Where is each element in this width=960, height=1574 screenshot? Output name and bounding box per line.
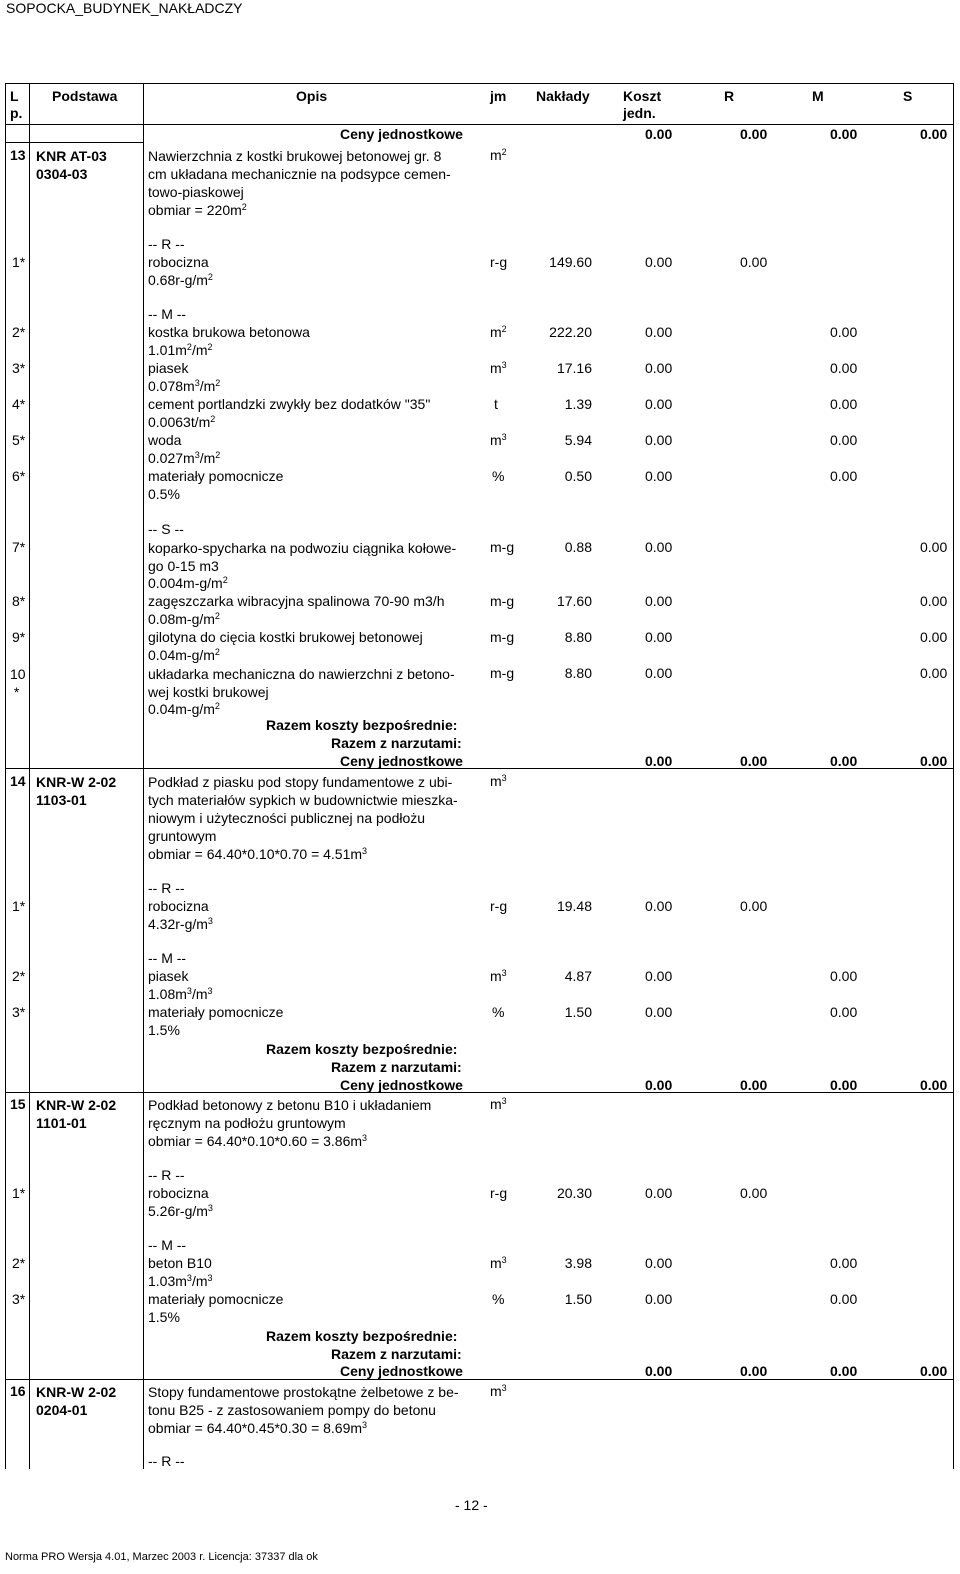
ceny-s: 0.00 bbox=[920, 1363, 948, 1379]
item-number: 2* bbox=[12, 968, 26, 984]
item-unit: r-g bbox=[490, 898, 508, 914]
item-cost: 0.00 bbox=[645, 1004, 673, 1020]
header-m: M bbox=[812, 88, 824, 104]
item-name: piasek bbox=[148, 360, 189, 376]
item-cost: 0.00 bbox=[645, 254, 673, 270]
item-m: 0.00 bbox=[830, 324, 858, 340]
item-norm: $0.08m-g/m^2$ bbox=[148, 611, 220, 627]
razem-narzuty-label: Razem z narzutami: bbox=[331, 1059, 462, 1075]
header-bottom-border bbox=[5, 124, 953, 125]
item-quantity: 1.39 bbox=[564, 396, 592, 412]
ceny-jednostkowe-label: Ceny jednostkowe bbox=[340, 1363, 463, 1379]
razem-narzuty-label: Razem z narzutami: bbox=[331, 1346, 462, 1362]
item-s: 0.00 bbox=[920, 629, 948, 645]
ceny-r: 0.00 bbox=[740, 1363, 768, 1379]
razem-bezposrednie-label: Razem koszty bezpośrednie: bbox=[266, 1041, 458, 1057]
item-unit: $m^2$ bbox=[490, 324, 507, 340]
item-unit: r-g bbox=[490, 1185, 508, 1201]
item-unit: % bbox=[492, 468, 505, 484]
section-label-m: -- M -- bbox=[148, 306, 187, 322]
item-number: 5* bbox=[12, 432, 26, 448]
item-quantity: 17.16 bbox=[556, 360, 592, 376]
item-number: 6* bbox=[12, 468, 26, 484]
item-cost: 0.00 bbox=[645, 593, 673, 609]
header-koszt: Koszt jedn. bbox=[623, 88, 662, 121]
item-norm: $1.01m^2/m^2$ bbox=[148, 342, 213, 358]
item-cost: 0.00 bbox=[645, 432, 673, 448]
ceny-s: 0.00 bbox=[920, 126, 948, 142]
item-cost: 0.00 bbox=[645, 898, 673, 914]
item-number: 2* bbox=[12, 324, 26, 340]
item-unit: r-g bbox=[490, 254, 508, 270]
header-s: S bbox=[903, 88, 913, 104]
item-name: kostka brukowa betonowa bbox=[148, 324, 310, 340]
item-norm: $0.078m^3/m^2$ bbox=[148, 378, 221, 394]
ceny-koszt: 0.00 bbox=[645, 126, 673, 142]
razem-narzuty-label: Razem z narzutami: bbox=[331, 735, 462, 751]
position-number: 14 bbox=[10, 773, 26, 789]
row-separator bbox=[143, 1379, 953, 1380]
item-unit: m-g bbox=[490, 665, 515, 681]
item-m: 0.00 bbox=[830, 1255, 858, 1271]
row-separator bbox=[5, 1379, 143, 1380]
item-s: 0.00 bbox=[920, 593, 948, 609]
item-unit: t bbox=[494, 396, 498, 412]
item-norm: $1.03m^3/m^3$ bbox=[148, 1273, 213, 1289]
item-quantity: 8.80 bbox=[564, 629, 592, 645]
item-r: 0.00 bbox=[740, 254, 768, 270]
item-cost: 0.00 bbox=[645, 665, 673, 681]
ceny-koszt: 0.00 bbox=[645, 1077, 673, 1093]
position-description: Nawierzchnia z kostki brukowej betonowej gr. 8 cm układana mechanicznie na podsypce cemen- towo-piaskowej obmiar = $220m^2$ bbox=[148, 148, 451, 218]
position-description: Podkład betonowy z betonu B10 i układaniem ręcznym na podłożu gruntowym obmiar = $64.40*0.10*0.60 = 3.86m^3$ bbox=[148, 1097, 432, 1149]
header-podstawa: Podstawa bbox=[52, 88, 118, 104]
position-unit: $m^3$ bbox=[490, 1383, 507, 1399]
item-number: 3* bbox=[12, 360, 26, 376]
item-name: robocizna bbox=[148, 898, 209, 914]
item-number: 2* bbox=[12, 1255, 26, 1271]
item-unit: m-g bbox=[490, 593, 515, 609]
section-label-s: -- S -- bbox=[148, 521, 184, 537]
item-quantity: 20.30 bbox=[556, 1185, 592, 1201]
table-top-border bbox=[5, 83, 953, 84]
item-unit: $m^3$ bbox=[490, 968, 507, 984]
item-number: 9* bbox=[12, 629, 26, 645]
item-quantity: 1.50 bbox=[564, 1291, 592, 1307]
item-cost: 0.00 bbox=[645, 1185, 673, 1201]
position-number: 15 bbox=[10, 1096, 26, 1112]
item-m: 0.00 bbox=[830, 468, 858, 484]
section-label-m: -- M -- bbox=[148, 1237, 187, 1253]
ceny-koszt: 0.00 bbox=[645, 753, 673, 769]
item-cost: 0.00 bbox=[645, 324, 673, 340]
basis-code: KNR-W 2-02 1101-01 bbox=[36, 1097, 117, 1131]
ceny-koszt: 0.00 bbox=[645, 1363, 673, 1379]
basis-code: KNR AT-03 0304-03 bbox=[36, 148, 107, 182]
item-unit: m-g bbox=[490, 539, 515, 555]
item-quantity: 0.50 bbox=[564, 468, 592, 484]
item-m: 0.00 bbox=[830, 968, 858, 984]
ceny-s: 0.00 bbox=[920, 1077, 948, 1093]
item-m: 0.00 bbox=[830, 396, 858, 412]
ceny-jednostkowe-label: Ceny jednostkowe bbox=[340, 126, 463, 142]
item-r: 0.00 bbox=[740, 1185, 768, 1201]
position-unit: $m^3$ bbox=[490, 773, 507, 789]
item-name: robocizna bbox=[148, 254, 209, 270]
item-name: beton B10 bbox=[148, 1255, 212, 1271]
item-r: 0.00 bbox=[740, 898, 768, 914]
item-number: 3* bbox=[12, 1291, 26, 1307]
ceny-r: 0.00 bbox=[740, 1077, 768, 1093]
item-cost: 0.00 bbox=[645, 968, 673, 984]
item-s: 0.00 bbox=[920, 665, 948, 681]
section-label-r: -- R -- bbox=[148, 236, 185, 252]
item-cost: 0.00 bbox=[645, 468, 673, 484]
ceny-m: 0.00 bbox=[830, 753, 858, 769]
item-norm: 1.5% bbox=[148, 1022, 180, 1038]
ceny-s: 0.00 bbox=[920, 753, 948, 769]
col-line bbox=[953, 83, 954, 1469]
page-number: - 12 - bbox=[455, 1497, 488, 1513]
row-separator bbox=[5, 768, 143, 769]
item-name: cement portlandzki zwykły bez dodatków "35" bbox=[148, 396, 431, 412]
position-description: Stopy fundamentowe prostokątne żelbetowe z be- tonu B25 - z zastosowaniem pompy do betonu obmiar = $64.40*0.45*0.30 = 8.69m^3$ bbox=[148, 1384, 459, 1436]
item-number: 4* bbox=[12, 396, 26, 412]
item-norm: $0.04m-g/m^2$ bbox=[148, 647, 220, 663]
item-cost: 0.00 bbox=[645, 629, 673, 645]
position-unit: $m^2$ bbox=[490, 147, 507, 163]
ceny-r: 0.00 bbox=[740, 753, 768, 769]
item-norm: $0.04m-g/m^2$ bbox=[148, 701, 220, 717]
col-line bbox=[29, 83, 30, 1469]
item-m: 0.00 bbox=[830, 432, 858, 448]
item-quantity: 8.80 bbox=[564, 665, 592, 681]
position-description: Podkład z piasku pod stopy fundamentowe z ubi- tych materiałów sypkich w budownictwie mieszka- niowym i użyteczności publicznej na podłożu gruntowym obmiar = $64.40*0.10*0.70 = 4.51m^3$ bbox=[148, 774, 458, 862]
ceny-jednostkowe-label: Ceny jednostkowe bbox=[340, 753, 463, 769]
section-label-r: -- R -- bbox=[148, 880, 185, 896]
position-unit: $m^3$ bbox=[490, 1096, 507, 1112]
item-quantity: 19.48 bbox=[556, 898, 592, 914]
item-name: gilotyna do cięcia kostki brukowej betonowej bbox=[148, 629, 423, 645]
item-name: piasek bbox=[148, 968, 189, 984]
footer-text: Norma PRO Wersja 4.01, Marzec 2003 r. Licencja: 37337 dla ok bbox=[5, 1551, 318, 1563]
item-norm: $0.0063t/m^2$ bbox=[148, 414, 216, 430]
section-label-m: -- M -- bbox=[148, 950, 187, 966]
item-name: układarka mechaniczna do nawierzchni z betono- wej kostki brukowej bbox=[148, 666, 455, 700]
ceny-m: 0.00 bbox=[830, 126, 858, 142]
item-unit: $m^3$ bbox=[490, 360, 507, 376]
item-cost: 0.00 bbox=[645, 1291, 673, 1307]
header-opis: Opis bbox=[296, 88, 328, 104]
header-lp: L p. bbox=[10, 88, 23, 121]
item-name: materiały pomocnicze bbox=[148, 1004, 284, 1020]
item-unit: % bbox=[492, 1291, 505, 1307]
position-number: 16 bbox=[10, 1383, 26, 1399]
item-cost: 0.00 bbox=[645, 360, 673, 376]
item-quantity: 0.88 bbox=[564, 539, 592, 555]
item-name: materiały pomocnicze bbox=[148, 1291, 284, 1307]
row-separator bbox=[5, 142, 143, 143]
item-number: 1* bbox=[12, 254, 26, 270]
item-cost: 0.00 bbox=[645, 539, 673, 555]
item-number: 1* bbox=[12, 1185, 26, 1201]
item-s: 0.00 bbox=[920, 539, 948, 555]
header-jm: jm bbox=[490, 88, 507, 104]
razem-bezposrednie-label: Razem koszty bezpośrednie: bbox=[266, 717, 458, 733]
ceny-r: 0.00 bbox=[740, 126, 768, 142]
item-name: koparko-spycharka na podwoziu ciągnika kołowe- go 0-15 m3 bbox=[148, 540, 457, 574]
ceny-m: 0.00 bbox=[830, 1363, 858, 1379]
item-name: woda bbox=[148, 432, 182, 448]
item-norm: $5.26r-g/m^3$ bbox=[148, 1203, 213, 1219]
item-norm: $0.027m^3/m^2$ bbox=[148, 450, 221, 466]
item-number: 3* bbox=[12, 1004, 26, 1020]
item-quantity: 4.87 bbox=[564, 968, 592, 984]
item-number: 10 * bbox=[10, 666, 26, 700]
item-quantity: 5.94 bbox=[564, 432, 592, 448]
item-name: robocizna bbox=[148, 1185, 209, 1201]
item-unit: m-g bbox=[490, 629, 515, 645]
item-quantity: 3.98 bbox=[564, 1255, 592, 1271]
item-unit: $m^3$ bbox=[490, 1255, 507, 1271]
item-cost: 0.00 bbox=[645, 1255, 673, 1271]
item-cost: 0.00 bbox=[645, 396, 673, 412]
item-quantity: 1.50 bbox=[564, 1004, 592, 1020]
ceny-jednostkowe-label: Ceny jednostkowe bbox=[340, 1077, 463, 1093]
header-naklady: Nakłady bbox=[536, 88, 590, 104]
section-label-r: -- R -- bbox=[148, 1453, 185, 1469]
item-quantity: 222.20 bbox=[549, 324, 592, 340]
document-header: SOPOCKA_BUDYNEK_NAKŁADCZY bbox=[6, 0, 243, 16]
item-norm: 0.5% bbox=[148, 486, 180, 502]
item-unit: % bbox=[492, 1004, 505, 1020]
item-quantity: 149.60 bbox=[549, 254, 592, 270]
item-unit: $m^3$ bbox=[490, 432, 507, 448]
item-norm: $4.32r-g/m^3$ bbox=[148, 916, 213, 932]
item-number: 1* bbox=[12, 898, 26, 914]
header-r: R bbox=[724, 88, 735, 104]
item-quantity: 17.60 bbox=[556, 593, 592, 609]
item-number: 7* bbox=[12, 539, 26, 555]
razem-bezposrednie-label: Razem koszty bezpośrednie: bbox=[266, 1328, 458, 1344]
col-line bbox=[143, 83, 144, 1469]
basis-code: KNR-W 2-02 1103-01 bbox=[36, 774, 117, 808]
item-name: zagęszczarka wibracyjna spalinowa 70-90 m3/h bbox=[148, 593, 445, 609]
row-separator bbox=[5, 1092, 143, 1093]
section-label-r: -- R -- bbox=[148, 1167, 185, 1183]
ceny-m: 0.00 bbox=[830, 1077, 858, 1093]
item-norm: $1.08m^3/m^3$ bbox=[148, 986, 213, 1002]
item-norm: $0.68r-g/m^2$ bbox=[148, 272, 213, 288]
item-norm: $0.004m-g/m^2$ bbox=[148, 575, 228, 591]
col-line bbox=[5, 83, 6, 1469]
item-number: 8* bbox=[12, 593, 26, 609]
item-m: 0.00 bbox=[830, 1004, 858, 1020]
item-name: materiały pomocnicze bbox=[148, 468, 284, 484]
basis-code: KNR-W 2-02 0204-01 bbox=[36, 1384, 117, 1418]
item-m: 0.00 bbox=[830, 360, 858, 376]
position-number: 13 bbox=[10, 147, 26, 163]
item-m: 0.00 bbox=[830, 1291, 858, 1307]
item-norm: 1.5% bbox=[148, 1309, 180, 1325]
